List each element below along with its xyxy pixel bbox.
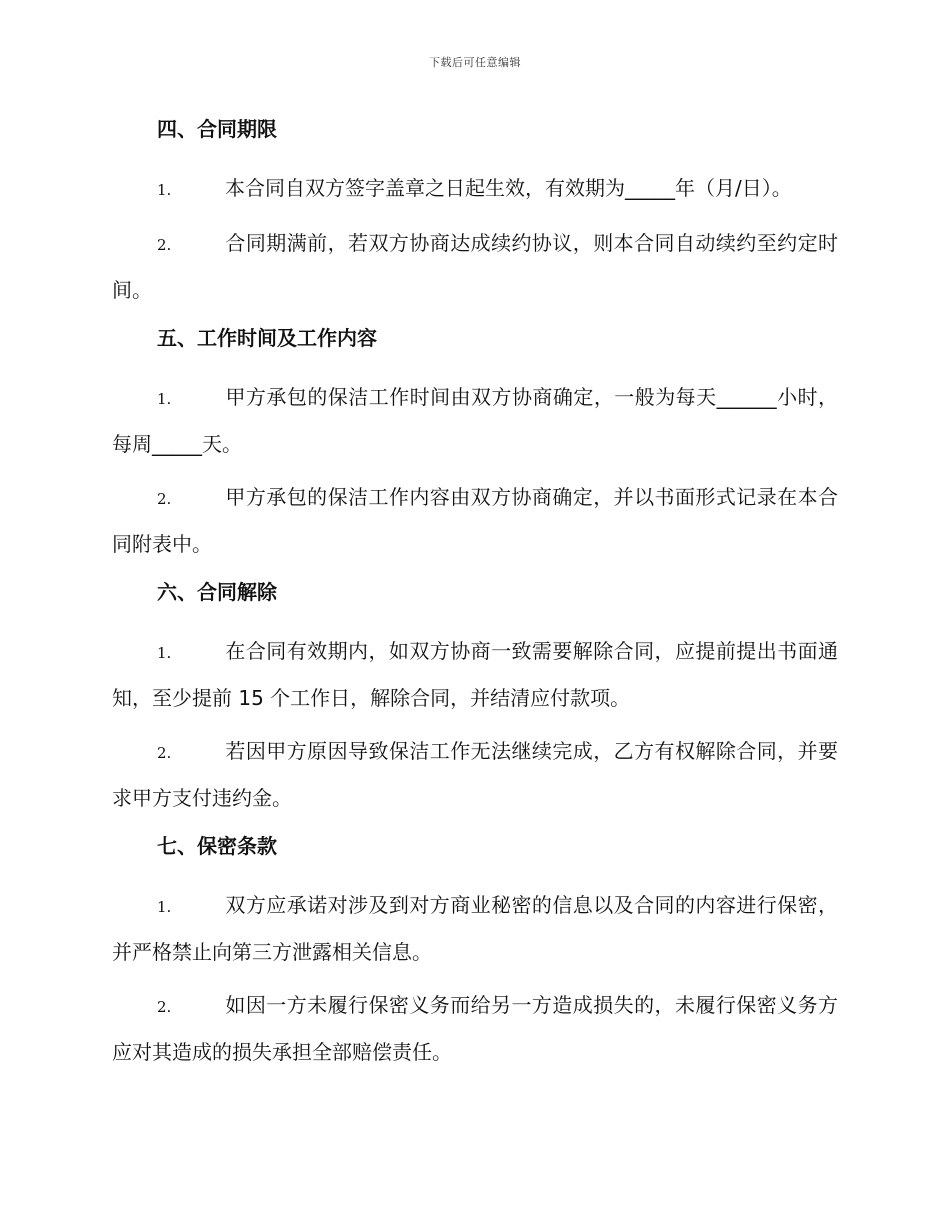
clause-text: 双方应承诺对涉及到对方商业秘密的信息以及合同的内容进行保密，并严格禁止向第三方泄露相关信息。 [112,893,838,964]
clause-text: 合同期满前，若双方协商达成续约协议，则本合同自动续约至约定时间。 [112,231,838,302]
clause [112,983,838,1075]
clause [112,166,838,213]
document-body [112,112,838,1083]
clause-number: 2. [157,744,172,762]
clause-text: 甲方承包的保洁工作内容由双方协商确定，并以书面形式记录在本合同附表中。 [112,485,838,556]
section-title: 五、工作时间及工作内容 [157,326,377,350]
clause-number: 1. [157,898,172,916]
section-termination [112,575,838,821]
clause [112,729,838,821]
clause-text: 在合同有效期内，如双方协商一致需要解除合同，应提前提出书面通知，至少提前 15 个工作日，解除合同，并结清应付款项。 [112,639,838,710]
clause-number: 2. [157,490,172,508]
section-confidentiality [112,829,838,1075]
clause [112,475,838,567]
clause-text: 本合同自双方签字盖章之日起生效，有效期为_____年（月/日）。 [225,176,792,200]
clause-number: 1. [157,181,172,199]
clause [112,629,838,721]
clause-number: 1. [157,644,172,662]
section-work [112,321,838,567]
clause-number: 1. [157,390,172,408]
clause-text: 甲方承包的保洁工作时间由双方协商确定，一般为每天______小时，每周_____天。 [112,385,838,456]
clause [112,221,838,313]
clause-text: 如因一方未履行保密义务而给另一方造成损失的，未履行保密义务方应对其造成的损失承担全部赔偿责任。 [112,993,838,1064]
clause-number: 2. [157,236,172,254]
section-title: 六、合同解除 [157,580,277,604]
clause-text: 若因甲方原因导致保洁工作无法继续完成，乙方有权解除合同，并要求甲方支付违约金。 [112,739,838,810]
clause [112,375,838,467]
section-title: 四、合同期限 [157,117,277,141]
clause [112,883,838,975]
header-note: 下载后可任意编辑 [429,56,521,69]
clause-number: 2. [157,998,172,1016]
section-term [112,112,838,313]
section-title: 七、保密条款 [157,834,277,858]
